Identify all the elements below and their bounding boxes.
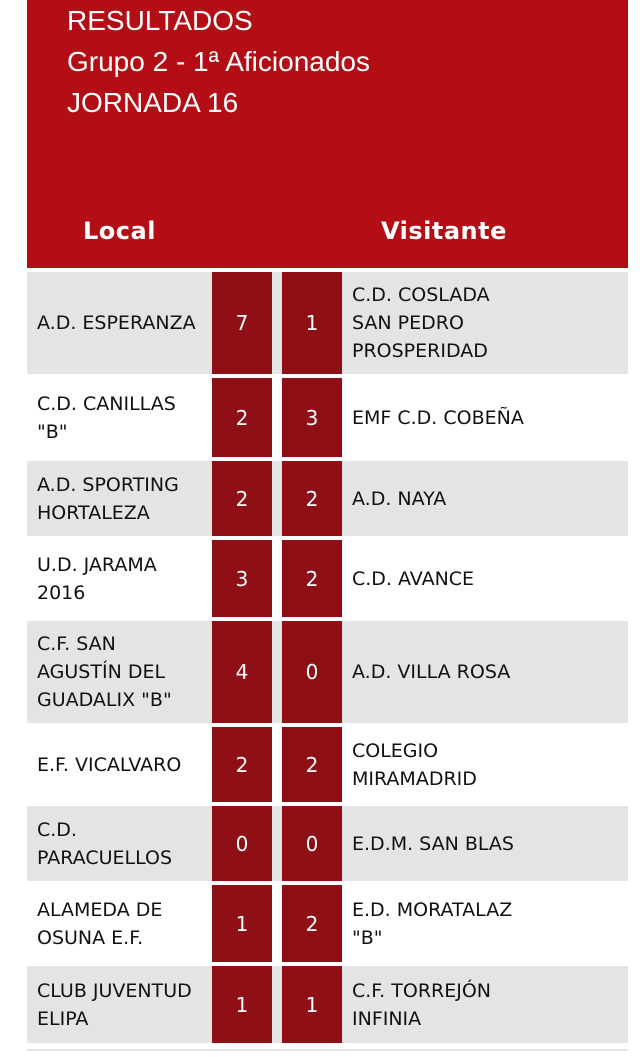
table-bottom-divider — [27, 1049, 628, 1051]
match-row — [27, 885, 628, 962]
visitor-team: A.D. VILLA ROSA — [352, 661, 511, 683]
match-row — [27, 621, 628, 723]
match-row — [27, 378, 628, 457]
local-score: 7 — [212, 272, 272, 374]
local-score: 2 — [212, 461, 272, 536]
match-row — [27, 806, 628, 881]
visitor-score: 2 — [282, 540, 342, 617]
visitor-score: 2 — [282, 727, 342, 802]
local-score: 2 — [212, 378, 272, 457]
visitor-score: 0 — [282, 806, 342, 881]
visitor-team: C.F. TORREJÓN INFINIA — [352, 979, 492, 1030]
visitor-team: E.D.M. SAN BLAS — [352, 832, 514, 855]
visitor-team: C.D. AVANCE — [352, 567, 475, 590]
visitor-team: A.D. NAYA — [352, 487, 447, 510]
visitor-score: 0 — [282, 621, 342, 723]
local-score: 4 — [212, 621, 272, 723]
local-team: E.F. VICALVARO — [37, 753, 182, 776]
group-name: Grupo 2 - 1ª Aficionados — [67, 46, 370, 77]
local-team: C.F. SAN AGUSTÍN DEL GUADALIX "B" — [37, 633, 172, 711]
local-score: 0 — [212, 806, 272, 881]
match-row — [27, 540, 628, 617]
column-header-visitante: Visitante — [381, 217, 507, 245]
visitor-score: 2 — [282, 461, 342, 536]
results-header — [27, 0, 628, 268]
visitor-score: 3 — [282, 378, 342, 457]
visitor-team: COLEGIO MIRAMADRID — [352, 739, 477, 790]
local-team: U.D. JARAMA 2016 — [37, 553, 157, 604]
local-team: A.D. ESPERANZA — [37, 312, 196, 334]
match-row — [27, 966, 628, 1043]
visitor-team: C.D. COSLADA SAN PEDRO PROSPERIDAD — [352, 284, 490, 362]
results-title: RESULTADOS — [67, 5, 253, 36]
local-team: C.D. PARACUELLOS — [37, 818, 173, 869]
visitor-team: EMF C.D. COBEÑA — [352, 406, 524, 429]
visitor-score: 2 — [282, 885, 342, 962]
visitor-team: E.D. MORATALAZ "B" — [352, 898, 513, 949]
local-score: 1 — [212, 966, 272, 1043]
local-team: ALAMEDA DE OSUNA E.F. — [37, 898, 163, 949]
match-row — [27, 727, 628, 802]
match-row — [27, 272, 628, 374]
results-table — [27, 272, 628, 1047]
column-header-local: Local — [83, 217, 156, 245]
local-team: CLUB JUVENTUD ELIPA — [37, 979, 192, 1030]
match-row — [27, 461, 628, 536]
visitor-score: 1 — [282, 272, 342, 374]
local-score: 1 — [212, 885, 272, 962]
local-score: 3 — [212, 540, 272, 617]
local-team: C.D. CANILLAS "B" — [37, 392, 176, 443]
visitor-score: 1 — [282, 966, 342, 1043]
local-team: A.D. SPORTING HORTALEZA — [37, 473, 179, 524]
local-score: 2 — [212, 727, 272, 802]
round-name: JORNADA 16 — [67, 87, 239, 118]
